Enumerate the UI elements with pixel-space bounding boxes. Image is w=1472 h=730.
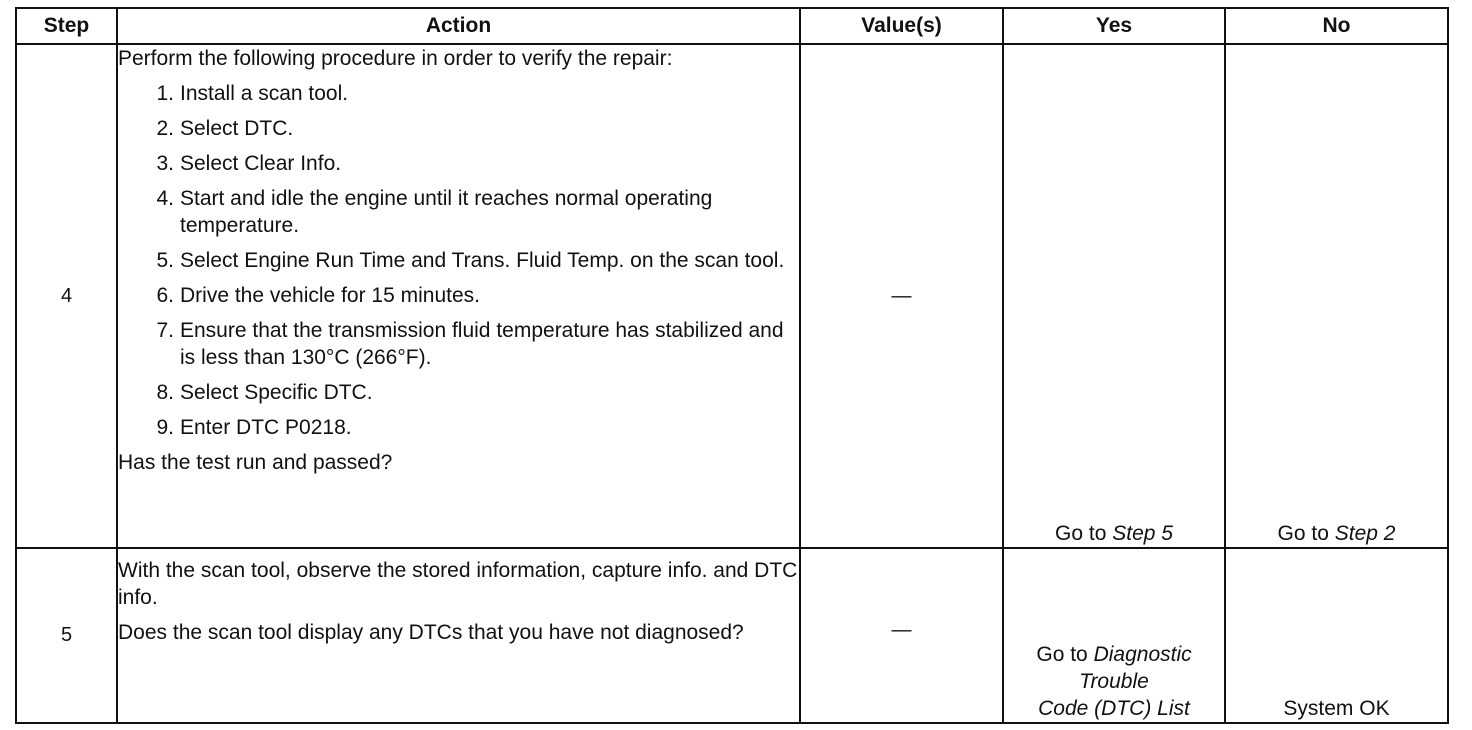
list-item: 8. Select Specific DTC. [156, 381, 373, 404]
dtc-list-link[interactable]: Diagnostic [1093, 643, 1192, 666]
no-cell: System OK [1225, 548, 1448, 723]
action-question: Does the scan tool display any DTCs that you have not diagnosed? [118, 621, 744, 644]
action-intro: Perform the following procedure in order to verify the repair: [118, 47, 673, 70]
action-intro: With the scan tool, observe the stored information, capture info. and DTC info. [118, 559, 798, 609]
yes-prefix: Go to [1055, 522, 1107, 545]
procedure-list [118, 80, 799, 441]
header-row [16, 8, 1448, 44]
value-cell: — [800, 548, 1003, 723]
action-cell [117, 548, 800, 723]
list-item: 3. Select Clear Info. [156, 152, 342, 175]
step-number: 5 [16, 548, 117, 723]
yes-cell [1003, 548, 1225, 723]
header-step: Step [16, 8, 117, 44]
dtc-list-link[interactable]: Code (DTC) List [1038, 697, 1190, 720]
no-step-link[interactable]: Step 2 [1334, 522, 1396, 545]
table-row [16, 44, 1448, 548]
action-cell [117, 44, 800, 548]
step-number: 4 [16, 44, 117, 548]
list-item: 6. Drive the vehicle for 15 minutes. [156, 284, 480, 307]
value-cell: — [800, 44, 1003, 548]
yes-step-link[interactable]: Step 5 [1112, 522, 1173, 545]
header-no: No [1225, 8, 1448, 44]
list-item: 2. Select DTC. [156, 117, 294, 140]
list-item: 4. Start and idle the engine until it reaches normal operating temperature. [156, 187, 713, 237]
list-item: 7. Ensure that the transmission fluid temperature has stabilized and is less than 130°C (266°F). [156, 319, 784, 369]
list-item: 1. Install a scan tool. [156, 82, 349, 105]
header-action: Action [117, 8, 800, 44]
dtc-list-link[interactable]: Trouble [1079, 670, 1149, 693]
table-row [16, 548, 1448, 723]
yes-prefix: Go to [1036, 643, 1088, 666]
header-values: Value(s) [800, 8, 1003, 44]
action-question: Has the test run and passed? [118, 451, 393, 474]
no-cell [1225, 44, 1448, 548]
header-yes: Yes [1003, 8, 1225, 44]
yes-cell [1003, 44, 1225, 548]
list-item: 9. Enter DTC P0218. [156, 416, 352, 439]
list-item: 5. Select Engine Run Time and Trans. Fluid Temp. on the scan tool. [156, 249, 785, 272]
diagnostic-table [15, 7, 1449, 724]
no-prefix: Go to [1277, 522, 1329, 545]
